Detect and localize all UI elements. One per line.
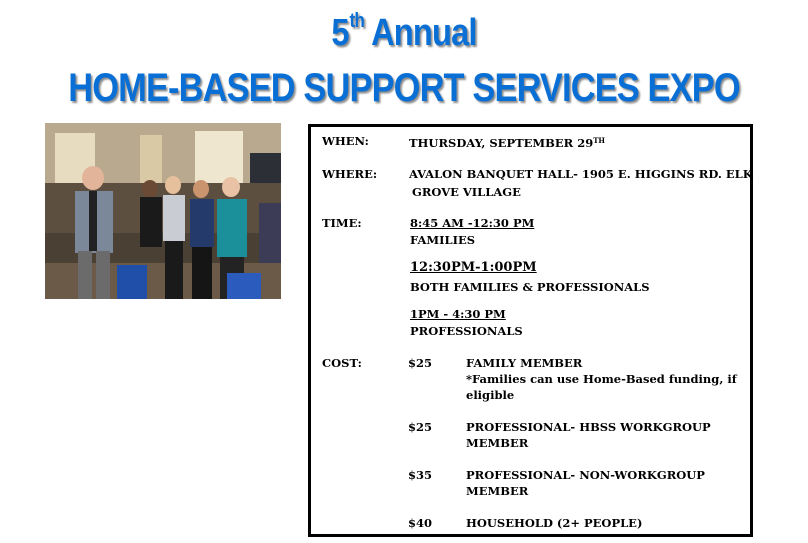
cost-desc-2-line-2: MEMBER [466, 436, 529, 450]
time-label: TIME: [322, 216, 362, 230]
where-label: WHERE: [322, 167, 378, 181]
cost-price-2: $25 [408, 420, 433, 434]
annual-word: Annual [371, 12, 477, 54]
cost-desc-4-line-1: HOUSEHOLD (2+ PEOPLE) [466, 516, 643, 530]
cost-price-3: $35 [408, 468, 433, 482]
where-line-2: GROVE VILLAGE [412, 185, 521, 199]
where-line-1: AVALON BANQUET HALL- 1905 E. HIGGINS RD. ELK [409, 167, 753, 181]
session-audience-3: PROFESSIONALS [410, 324, 523, 338]
when-value [409, 133, 605, 151]
cost-price-4: $40 [408, 516, 433, 530]
when-label: WHEN: [322, 134, 369, 148]
expo-photo [45, 123, 281, 299]
session-audience-1: FAMILIES [410, 233, 476, 247]
when-date: THURSDAY, SEPTEMBER 29 [409, 136, 594, 150]
session-audience-2: BOTH FAMILIES & PROFESSIONALS [410, 280, 650, 294]
event-details-box [308, 124, 753, 537]
cost-desc-2-line-1: PROFESSIONAL- HBSS WORKGROUP [466, 420, 711, 434]
cost-label: COST: [322, 356, 362, 370]
when-date-suffix: TH [593, 136, 606, 145]
cost-desc-3-line-1: PROFESSIONAL- NON-WORKGROUP [466, 468, 705, 482]
annual-heading [57, 10, 752, 55]
cost-desc-1-line-2: *Families can use Home-Based funding, if [466, 372, 737, 386]
expo-title: HOME-BASED SUPPORT SERVICES EXPO [68, 66, 740, 110]
cost-desc-1-line-3: eligible [466, 388, 515, 402]
cost-price-1: $25 [408, 356, 433, 370]
annual-suffix: th [349, 10, 365, 32]
annual-number: 5 [331, 12, 349, 54]
cost-desc-1-line-1: FAMILY MEMBER [466, 356, 583, 370]
session-time-3: 1PM - 4:30 PM [410, 307, 506, 321]
cost-desc-3-line-2: MEMBER [466, 484, 529, 498]
session-time-2: 12:30PM-1:00PM [410, 260, 537, 275]
session-time-1: 8:45 AM -12:30 PM [410, 216, 535, 230]
